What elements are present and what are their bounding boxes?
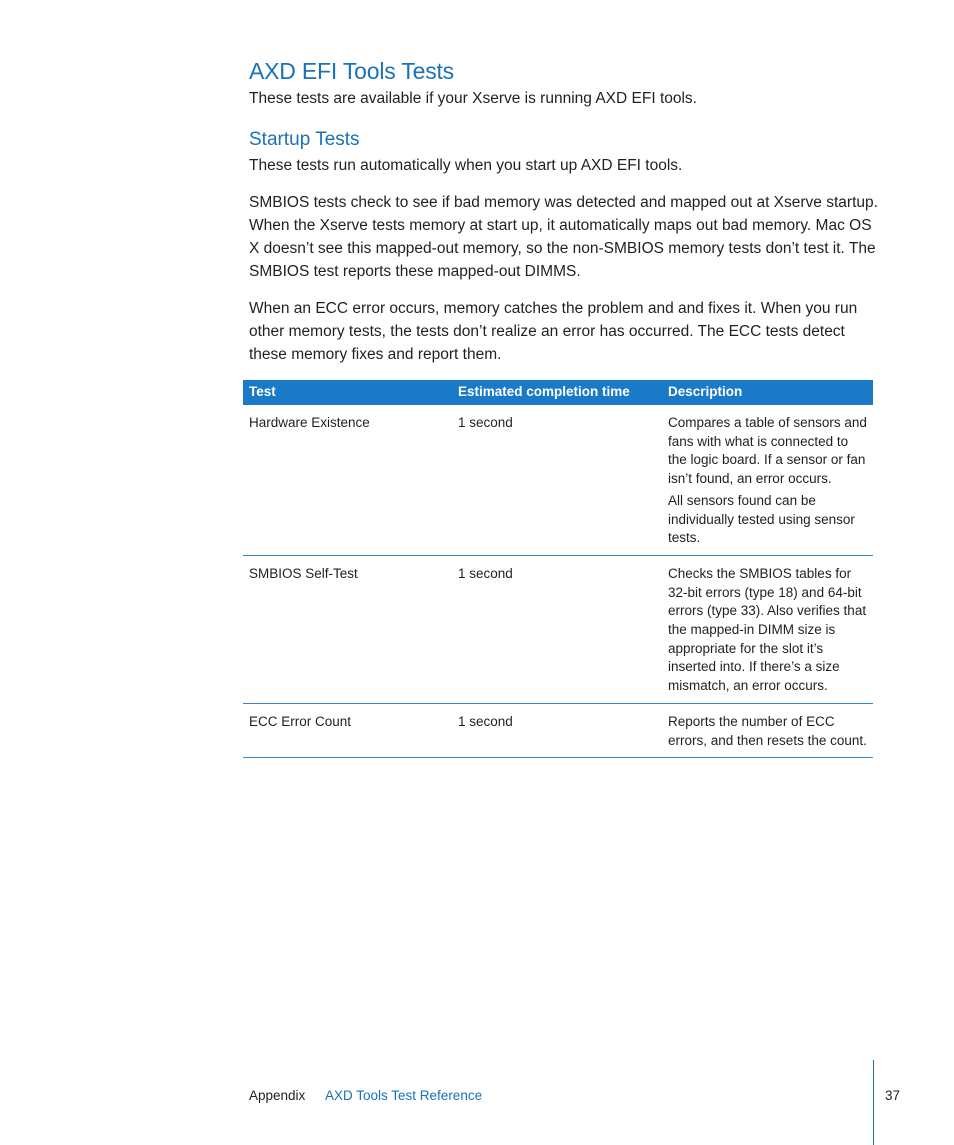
section-title: Startup Tests bbox=[249, 129, 360, 150]
paragraph-ecc: When an ECC error occurs, memory catches the problem and and fixes it. When you run other memory tests, the tests don’t realize an error has occurred. The ECC tests detect these memory fixes and report them. bbox=[249, 300, 858, 363]
table-row bbox=[243, 405, 873, 556]
page-intro: These tests are available if your Xserve is running AXD EFI tools. bbox=[249, 90, 697, 107]
cell-time: 1 second bbox=[458, 415, 513, 430]
cell-description bbox=[663, 713, 873, 750]
table-row bbox=[243, 704, 873, 758]
paragraph-startup-intro: These tests run automatically when you start up AXD EFI tools. bbox=[249, 157, 683, 174]
table-header bbox=[243, 380, 873, 405]
paragraph-smbios: SMBIOS tests check to see if bad memory was detected and mapped out at Xserve startup. When the Xserve tests memory at start up, it automatically maps out bad memory. Mac OS X doesn’t see this mapped-out memory, so the non-SMBIOS memory tests don’t test it. The SMBIOS test reports these mapped-out DIMMS. bbox=[249, 194, 878, 280]
cell-time: 1 second bbox=[458, 565, 513, 581]
cell-description bbox=[663, 414, 873, 548]
footer-chapter-link[interactable]: AXD Tools Test Reference bbox=[325, 1088, 483, 1103]
cell-test: ECC Error Count bbox=[249, 713, 352, 729]
cell-test: SMBIOS Self-Test bbox=[249, 565, 358, 581]
description-paragraph: Compares a table of sensors and fans with what is connected to the logic board. If a sensor or fan isn’t found, an error occurs. bbox=[668, 415, 867, 487]
header-description: Description bbox=[668, 384, 743, 400]
cell-test: Hardware Existence bbox=[249, 415, 370, 430]
table-row bbox=[243, 556, 873, 704]
page-number: 37 bbox=[885, 1088, 901, 1103]
cell-description bbox=[663, 565, 873, 696]
description-paragraph: Reports the number of ECC errors, and then resets the count. bbox=[668, 713, 867, 748]
footer-divider bbox=[873, 1060, 874, 1145]
cell-time: 1 second bbox=[458, 713, 513, 729]
header-time: Estimated completion time bbox=[458, 384, 630, 400]
description-paragraph: All sensors found can be individually tested using sensor tests. bbox=[668, 492, 855, 546]
footer-label: Appendix bbox=[249, 1088, 306, 1103]
tests-table bbox=[243, 380, 873, 758]
page-title: AXD EFI Tools Tests bbox=[249, 58, 454, 84]
header-test: Test bbox=[249, 384, 276, 400]
description-paragraph: Checks the SMBIOS tables for 32-bit errors (type 18) and 64-bit errors (type 33). Also verifies that the mapped-in DIMM size is appropriate for the slot it’s inserted into. If there’s a size mismatch, an error occurs. bbox=[668, 565, 867, 694]
